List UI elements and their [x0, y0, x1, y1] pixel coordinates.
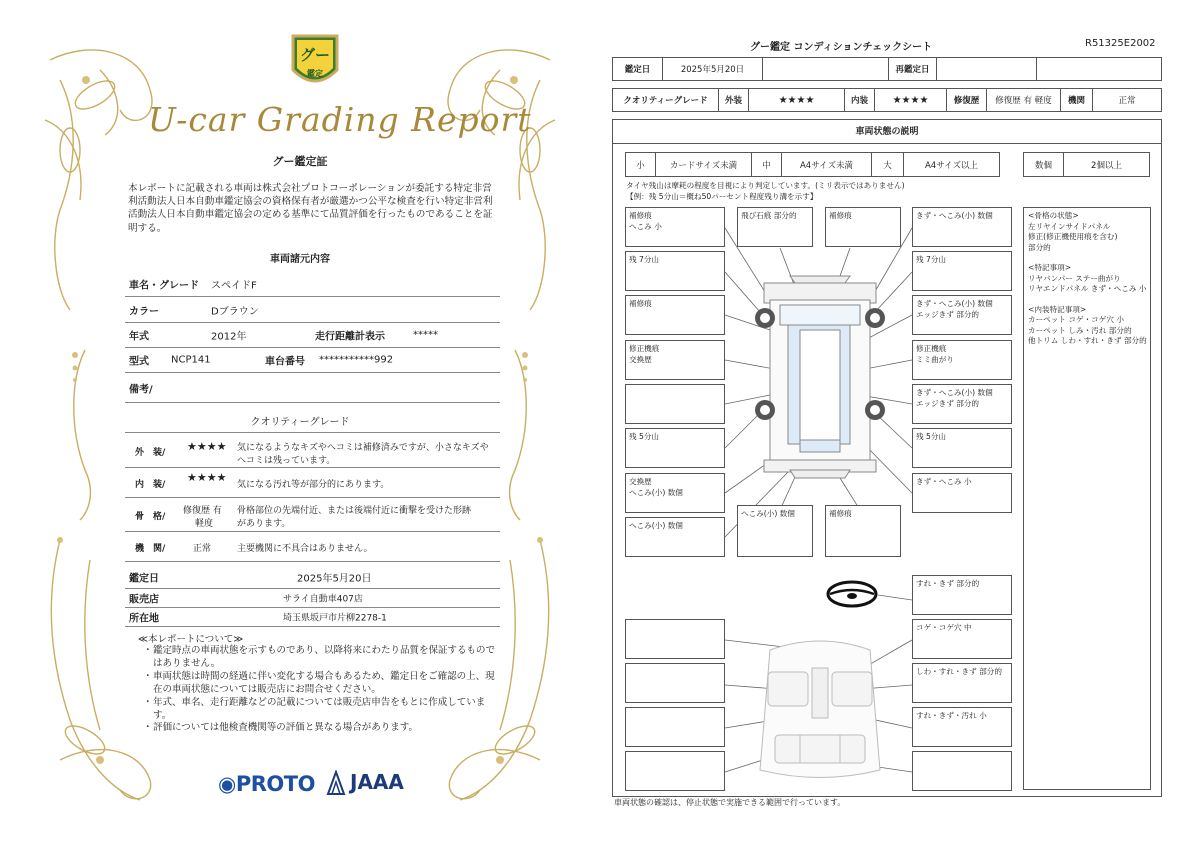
- int-label: 内装: [845, 89, 875, 111]
- frame-label: 骨 格/: [135, 512, 166, 522]
- interior-grade: ★★★★: [187, 471, 227, 484]
- exterior-label: 外 装/: [135, 448, 166, 458]
- repair-label: 修復歴: [947, 89, 987, 111]
- ext-label: 外装: [719, 89, 749, 111]
- damage-box: 補修痕 へこみ 小: [625, 207, 725, 247]
- date-label: 鑑定日: [613, 58, 663, 80]
- frame-desc-1: 骨格部位の先端付近、または後端付近に衝撃を受けた形跡: [237, 506, 472, 516]
- engine-label: 機 関/: [135, 544, 166, 554]
- damage-box: 修正機痕 交換歴: [625, 340, 725, 380]
- note-item: ・ 鑑定時点の車両状態を示すものであり、以降将来にわたり品質を保証するものではありません。: [143, 645, 498, 670]
- frame-desc-2: があります。: [237, 519, 291, 529]
- note-text: 車両状態は時間の経過に伴い変化する場合もあるため、鑑定日をご確認の上、現在の車両状態については販売店にお問合せください。: [153, 671, 495, 695]
- address-value: 埼玉県坂戸市片柳2278-1: [283, 613, 387, 624]
- repair-value: 修復歴 有 軽度: [987, 89, 1061, 111]
- year-label: 年式: [129, 331, 149, 343]
- mileage-label: 走行距離計表示: [315, 331, 385, 343]
- size-large: 大: [872, 153, 904, 176]
- appraisal-date: 2025年5月20日: [297, 573, 372, 585]
- interior-box: すれ・きず・汚れ 小: [912, 707, 1012, 747]
- year-value: 2012年: [211, 331, 247, 343]
- cert-text: 本レポートに記載される車両は株式会社プロトコーポレーションが委託する特定非営利活動法人日本自動車鑑定協会の資格保有者が厳選かつ公平な検査を行い特定非営利活動法人日本自動車鑑定協会の定める基準にて品質評価を行ったものであることを証明する。: [128, 183, 493, 234]
- interior-desc-1: 気になる汚れ等が部分的にあります。: [237, 480, 390, 490]
- quality-title: クオリティーグレード: [250, 417, 350, 428]
- remarks-label: 備考/: [129, 384, 153, 395]
- damage-box: [625, 384, 725, 424]
- count-desc: 2個以上: [1091, 160, 1122, 171]
- frame-grade-2: 軽度: [195, 519, 214, 529]
- interior-box: [625, 619, 725, 659]
- exterior-desc-2: ヘコミは残っています。: [237, 456, 336, 466]
- damage-box: きず・へこみ(小) 数個: [912, 207, 1012, 247]
- sheet-title: グー鑑定 コンディションチェックシート: [750, 42, 933, 53]
- interior-box: しわ・すれ・きず 部分的: [912, 663, 1012, 703]
- frame-grade-1: 修復歴 有: [183, 506, 222, 516]
- size-mid-desc: A4サイズ未満: [782, 153, 872, 176]
- redate-label: 再鑑定日: [889, 58, 937, 80]
- damage-box: 補修痕: [625, 295, 725, 335]
- quality-label: クオリティーグレード: [613, 89, 719, 111]
- damage-box: 補修痕: [825, 207, 901, 247]
- steering-wheel-icon: [828, 582, 876, 606]
- note-text: 年式、車名、走行距離などの記載については販売店申告をもとに作成しています。: [153, 697, 486, 721]
- damage-box: きず・へこみ(小) 数個 エッジきず 部分的: [912, 295, 1012, 335]
- engine-desc-1: 主要機関に不具合はありません。: [237, 544, 373, 554]
- size-small: 小: [626, 153, 656, 176]
- spec-title: 車両諸元内容: [270, 254, 330, 265]
- cert-title: グー鑑定証: [272, 155, 328, 168]
- engine-label: 機関: [1061, 89, 1093, 111]
- address-label: 所在地: [129, 613, 159, 625]
- proto-logo: ◉PROTO: [218, 772, 315, 796]
- model-value: NCP141: [171, 354, 211, 366]
- damage-box: 補修痕: [825, 505, 901, 557]
- dealer-value: サライ自動車407店: [283, 594, 363, 605]
- jaaa-logo: JAAA: [350, 770, 404, 794]
- tire-box: 残 5分山: [625, 428, 725, 468]
- tire-box: 残 7分山: [625, 251, 725, 291]
- size-small-desc: カードサイズ未満: [656, 153, 752, 176]
- damage-box: へこみ(小) 数個: [625, 517, 725, 557]
- section-title: 車両状態の説明: [613, 120, 1161, 144]
- chassis-value: ***********992: [319, 354, 394, 366]
- note-text: 評価については他検査機関等の評価と異なる場合があります。: [153, 722, 419, 733]
- name-label: 車名・グレード: [129, 280, 199, 291]
- report-title: U-car Grading Report: [148, 100, 532, 139]
- interior-box: [625, 707, 725, 747]
- exterior-grade: ★★★★: [187, 440, 227, 453]
- interior-box: [625, 663, 725, 703]
- engine-value: 正常: [1118, 96, 1136, 106]
- sheet-footer: 車両状態の確認は、停止状態で実施できる範囲で行っています。: [614, 798, 846, 807]
- size-mid: 中: [752, 153, 782, 176]
- tire-box: 残 5分山: [912, 428, 1012, 468]
- badge-bottom-text: 鑑定: [307, 69, 323, 78]
- ext-grade: ★★★★: [749, 89, 845, 111]
- color-value: Dブラウン: [211, 306, 259, 317]
- report-id: R51325E2002: [1085, 38, 1156, 49]
- note-item: ・ 車両状態は時間の経過に伴い変化する場合もあるため、鑑定日をご確認の上、現在の車両状態については販売店にお問合せください。: [143, 671, 498, 696]
- damage-box: へこみ(小) 数個: [737, 505, 813, 557]
- note-text: 鑑定時点の車両状態を示すものであり、以降将来にわたり品質を保証するものではありません。: [153, 645, 496, 669]
- date-value: 2025年5月20日: [663, 58, 763, 80]
- damage-box: きず・へこみ(小) 数個 エッジきず 部分的: [912, 384, 1012, 424]
- size-large-desc: A4サイズ以上: [924, 160, 979, 171]
- damage-box: きず・へこみ 小: [912, 473, 1012, 513]
- note-item: ・ 評価については他検査機関等の評価と異なる場合があります。: [143, 722, 498, 735]
- count-label: 数個: [1024, 153, 1064, 176]
- model-label: 型式: [129, 356, 149, 368]
- interior-box: [625, 751, 725, 791]
- tire-box: 残 7分山: [912, 251, 1012, 291]
- side-notes: <骨格の状態> 左リヤインサイドパネル 修正(修正機使用痕を含む) 部分的 <特記事項> リヤバンパー ステー曲がり リヤエンドパネル きず・へこみ 小 <内装特記事項> カーペット コゲ・コゲ穴 小 カーペット しみ・汚れ 部分的 他トリム しわ・すれ・きず 部分的: [1023, 207, 1151, 790]
- tire-note-2: 【例：残 5分山＝概ね50パーセント程度残り溝を示す】: [626, 192, 818, 201]
- engine-grade: 正常: [193, 544, 212, 554]
- damage-box: 交換歴 へこみ(小) 数個: [625, 473, 725, 513]
- damage-box: 修正機痕 ミミ曲がり: [912, 340, 1012, 380]
- note-item: ・ 年式、車名、走行距離などの記載については販売店申告をもとに作成しています。: [143, 697, 498, 722]
- badge-top-text: グー: [299, 46, 331, 64]
- interior-box: すれ・きず 部分的: [912, 575, 1012, 615]
- interior-label: 内 装/: [135, 480, 166, 490]
- tire-note-1: タイヤ残山は摩耗の程度を目視により判定しています。(ミリ表示ではありません): [626, 181, 905, 190]
- chassis-label: 車台番号: [265, 356, 305, 368]
- interior-box: [912, 751, 1012, 791]
- damage-box: 飛び石痕 部分的: [737, 207, 813, 247]
- name-value: スペイドF: [211, 280, 257, 291]
- notes-title: ≪本レポートについて≫: [138, 634, 244, 645]
- dealer-label: 販売店: [129, 594, 159, 606]
- interior-box: コゲ・コゲ穴 中: [912, 619, 1012, 659]
- mileage-value: *****: [413, 329, 438, 341]
- exterior-desc-1: 気になるようなキズやヘコミは補修済みですが、小さなキズや: [237, 443, 489, 453]
- appraisal-date-label: 鑑定日: [129, 573, 159, 585]
- int-grade: ★★★★: [875, 89, 947, 111]
- color-label: カラー: [129, 306, 159, 317]
